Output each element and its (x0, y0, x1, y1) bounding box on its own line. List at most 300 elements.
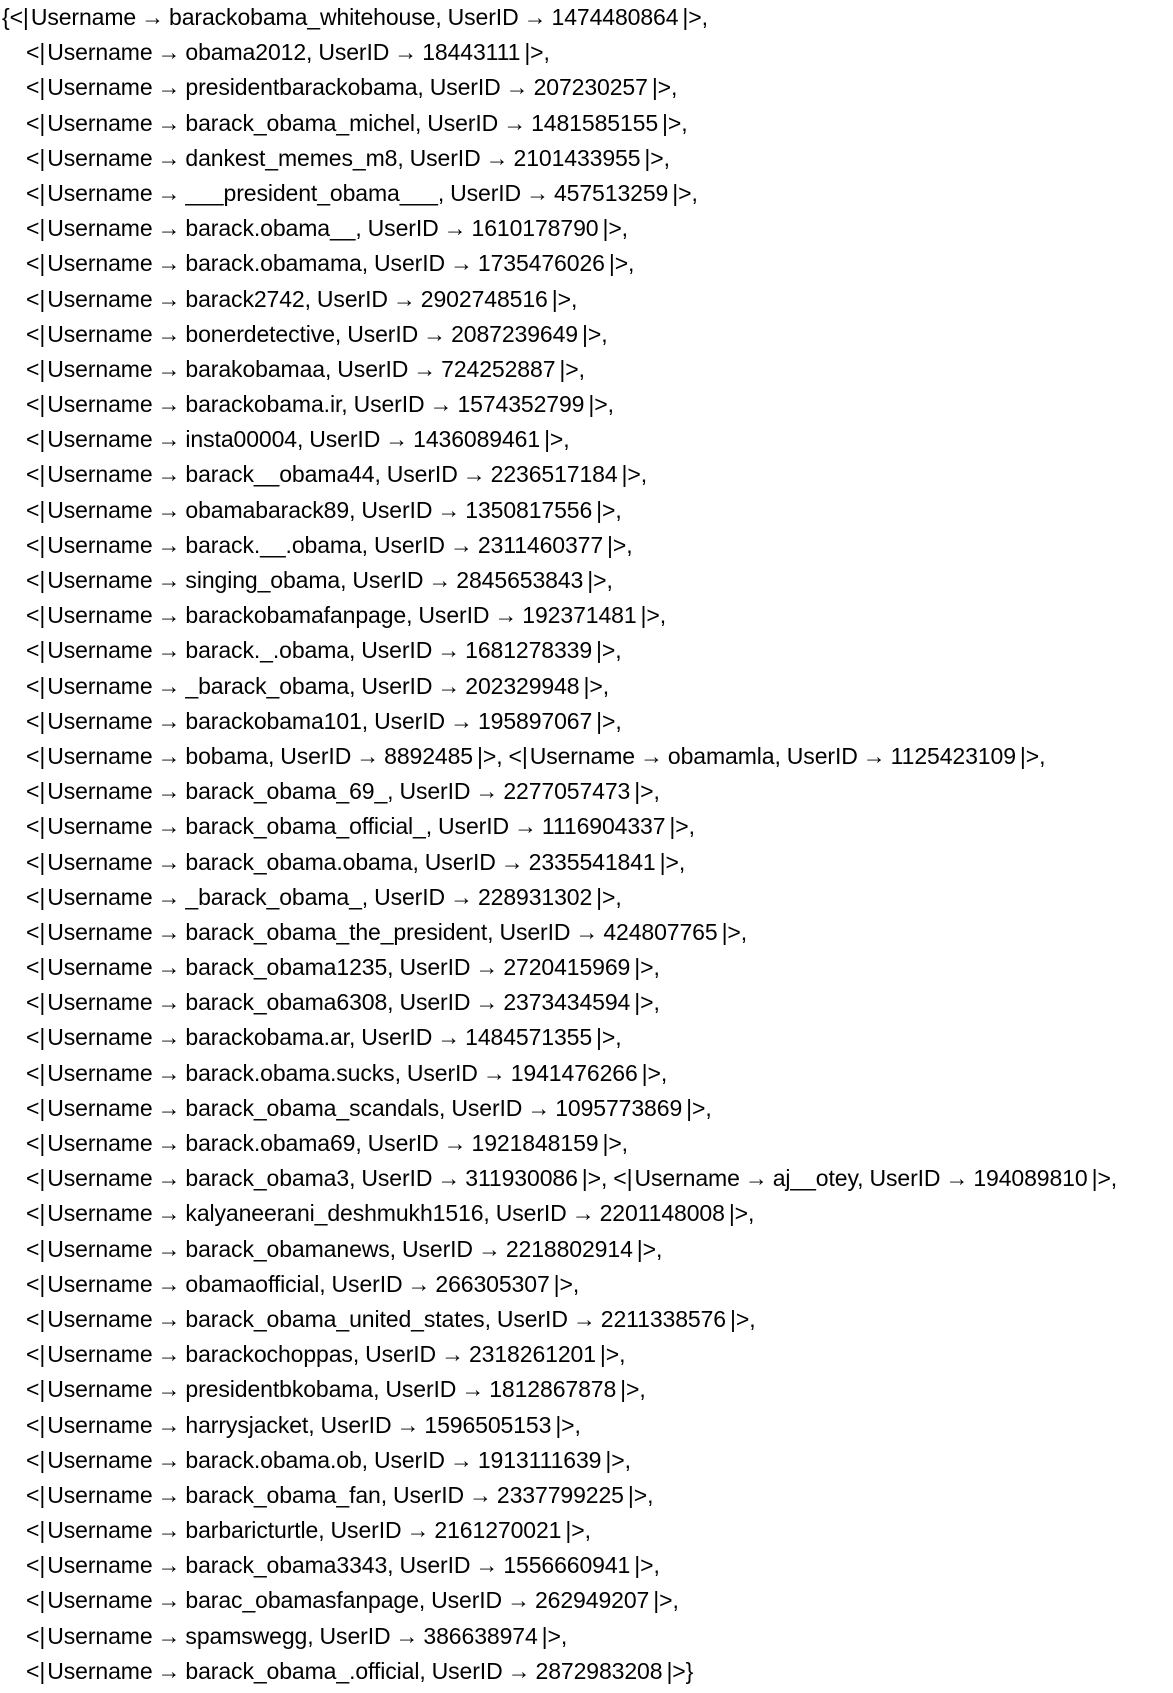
comma: , (349, 496, 356, 523)
output-line (2, 141, 1170, 176)
username-key: Username (47, 1094, 153, 1121)
separator-comma: , (705, 1094, 712, 1121)
userid-value: 2311460377 (477, 531, 604, 558)
association-open: <| (26, 215, 46, 242)
association-close: |> (544, 426, 564, 453)
separator-comma: , (543, 39, 550, 66)
username-key: Username (47, 1235, 153, 1262)
userid-key: UserID (352, 567, 424, 593)
association-open: <| (26, 461, 46, 488)
association-record (26, 1200, 748, 1226)
username-value: obamamla (667, 742, 775, 769)
comma: , (387, 989, 394, 1016)
userid-value: 2087239649 (451, 320, 578, 347)
username-key: Username (47, 144, 153, 171)
separator-comma: , (496, 742, 503, 769)
association-open: <| (613, 1165, 633, 1192)
userid-value: 195897067 (477, 707, 593, 734)
association-record (26, 673, 603, 699)
rule-arrow: → (157, 1657, 181, 1684)
userid-value: 2373434594 (503, 989, 631, 1016)
userid-key: UserID (353, 391, 425, 418)
userid-value: 1596505153 (424, 1411, 552, 1438)
association-record (26, 461, 641, 487)
association-close: |> (596, 707, 616, 734)
separator-comma: , (653, 1552, 660, 1579)
userid-key: UserID (401, 1235, 473, 1262)
association-record (26, 778, 653, 804)
comma: , (435, 4, 442, 30)
userid-key: UserID (409, 144, 481, 171)
username-key: Username (47, 39, 153, 66)
association-open: <| (9, 4, 29, 30)
association-record (26, 215, 622, 241)
output-line (2, 1513, 1170, 1548)
userid-value: 457513259 (553, 179, 669, 206)
comma: , (307, 1622, 314, 1649)
rule-arrow: → (157, 742, 181, 769)
association-open: <| (508, 742, 528, 769)
association-open: <| (26, 1341, 46, 1368)
separator-comma: , (701, 4, 708, 30)
username-key: Username (47, 426, 153, 453)
association-close: |> (565, 1517, 585, 1544)
association-close: |> (476, 742, 497, 769)
userid-value: 1574352799 (457, 391, 585, 418)
association-open: <| (26, 602, 46, 629)
association-close: |> (596, 1024, 616, 1051)
userid-value: 2337799225 (496, 1481, 624, 1508)
association-record (26, 1271, 573, 1297)
username-value: singing_obama (185, 567, 341, 593)
username-value: barakobamaa (185, 355, 325, 382)
rule-arrow: → (394, 39, 418, 66)
separator-comma: , (602, 672, 609, 699)
association-record (26, 391, 608, 417)
association-open: <| (26, 1657, 46, 1684)
comma: , (387, 1552, 394, 1579)
output-line (2, 422, 1170, 457)
association-close: |> (686, 1094, 706, 1121)
association-record (26, 39, 544, 65)
rule-arrow: → (157, 1481, 181, 1508)
comma: , (439, 1094, 446, 1121)
rule-arrow: → (640, 742, 663, 769)
association-close: |> (634, 1552, 654, 1579)
rule-arrow: → (469, 1481, 492, 1508)
association-record (26, 813, 689, 839)
userid-key: UserID (406, 1059, 478, 1086)
rule-arrow: → (413, 355, 437, 382)
rule-arrow: → (157, 1376, 181, 1403)
association-record (26, 286, 571, 312)
association-close: |> (634, 778, 654, 805)
output-line (2, 633, 1170, 668)
userid-value: 424807765 (603, 918, 718, 945)
association-close: |> (669, 813, 689, 840)
username-key: Username (47, 1059, 153, 1086)
separator-comma: , (749, 1305, 756, 1332)
output-line (2, 317, 1170, 352)
association-open: <| (26, 1200, 46, 1227)
userid-value: 192371481 (522, 602, 637, 629)
association-close: |> (644, 144, 664, 171)
username-value: barack.obama.ob (185, 1446, 362, 1473)
userid-value: 266305307 (435, 1270, 550, 1297)
association-close: |> (728, 1200, 749, 1227)
separator-comma: , (678, 848, 686, 875)
rule-arrow: → (477, 1235, 501, 1262)
association-close: |> (608, 250, 629, 277)
username-value: barack.obama.sucks (185, 1059, 395, 1086)
rule-arrow: → (157, 637, 181, 664)
association-record (26, 1341, 619, 1367)
output-line (2, 246, 1170, 281)
association-open: <| (26, 1235, 46, 1262)
rule-arrow: → (157, 1094, 181, 1121)
association-close: |> (587, 567, 607, 593)
userid-value: 1681278339 (465, 637, 593, 664)
separator-comma: , (647, 1481, 654, 1508)
association-close: |> (553, 1270, 573, 1297)
rule-arrow: → (157, 1059, 181, 1086)
rule-arrow: → (449, 1446, 473, 1473)
username-key: Username (47, 778, 153, 805)
username-value: barack_obama_the_president (185, 918, 488, 945)
rule-arrow: → (157, 1341, 181, 1368)
userid-key: UserID (361, 1165, 433, 1192)
userid-value: 1125423109 (890, 742, 1016, 769)
username-key: Username (47, 1270, 153, 1297)
username-value: barbaricturtle (185, 1517, 319, 1544)
rule-arrow: → (461, 1376, 485, 1403)
association-record (26, 1236, 656, 1262)
rule-arrow: → (437, 637, 461, 664)
userid-value: 2872983208 (535, 1657, 663, 1684)
userid-value: 18443111 (422, 39, 521, 66)
association-open: <| (26, 1411, 46, 1438)
separator-comma: , (640, 461, 648, 488)
association-record (26, 1623, 561, 1649)
userid-value: 386638974 (423, 1622, 538, 1649)
output-line (2, 0, 1170, 35)
separator-comma: , (615, 637, 622, 664)
rule-arrow: → (572, 1305, 596, 1332)
username-key: Username (47, 285, 153, 312)
userid-key: UserID (337, 355, 409, 382)
rule-arrow: → (475, 778, 499, 805)
rule-arrow: → (157, 355, 181, 382)
rule-arrow: → (450, 707, 473, 734)
username-value: harrysjacket (185, 1411, 309, 1438)
rule-arrow: → (575, 918, 599, 945)
output-line (2, 880, 1170, 915)
association-close: |> (634, 989, 654, 1016)
output-line (2, 774, 1170, 809)
rule-arrow: → (744, 1165, 768, 1192)
username-value: barack._.obama (185, 637, 349, 664)
username-value: _barack_obama (185, 672, 350, 699)
association-record (26, 1552, 653, 1578)
comma: , (418, 1587, 426, 1614)
association-close: |> (555, 1411, 575, 1438)
output-line (2, 985, 1170, 1020)
rule-arrow: → (157, 1587, 181, 1614)
username-key: Username (47, 1305, 153, 1332)
username-key: Username (47, 1376, 153, 1403)
rule-arrow: → (482, 1059, 506, 1086)
userid-value: 1941476266 (510, 1059, 638, 1086)
association-record (26, 321, 601, 347)
userid-value: 1436089461 (413, 426, 541, 453)
association-record (26, 74, 671, 100)
association-open: <| (26, 109, 46, 136)
rule-arrow: → (862, 742, 886, 769)
username-value: aj__otey (772, 1165, 858, 1192)
rule-arrow: → (443, 215, 467, 242)
rule-arrow: → (475, 954, 499, 981)
username-key: Username (47, 989, 153, 1016)
userid-value: 311930086 (465, 1165, 578, 1192)
userid-key: UserID (496, 1305, 568, 1332)
username-key: Username (47, 567, 153, 593)
association-close: |> (599, 1341, 620, 1368)
userid-value: 202329948 (465, 672, 580, 699)
association-record (26, 145, 664, 171)
comma: , (374, 461, 381, 488)
userid-value: 1484571355 (465, 1024, 593, 1051)
userid-key: UserID (373, 1446, 445, 1473)
username-value: insta00004 (185, 426, 297, 453)
username-key: Username (30, 4, 137, 30)
userid-key: UserID (347, 320, 419, 347)
association-record (26, 356, 579, 382)
comma: , (318, 1517, 325, 1544)
comma: , (348, 637, 356, 664)
separator-comma: , (639, 1376, 646, 1403)
rule-arrow: → (157, 426, 181, 453)
rule-arrow: → (157, 1235, 181, 1262)
association-record (26, 250, 628, 276)
output-line (2, 1548, 1170, 1583)
userid-key: UserID (367, 215, 439, 242)
username-value: bobama (185, 742, 268, 769)
rule-arrow: → (157, 39, 181, 66)
username-key: Username (47, 215, 153, 242)
association-open: <| (26, 1024, 46, 1051)
association-close: |> (721, 918, 741, 945)
username-key: Username (47, 1552, 153, 1579)
association-open: <| (26, 1059, 46, 1086)
association-open: <| (26, 74, 46, 101)
userid-value: 2318261201 (468, 1341, 596, 1368)
separator-comma: , (601, 320, 608, 347)
userid-key: UserID (431, 1657, 503, 1684)
rule-arrow: → (157, 954, 181, 981)
association-open: <| (26, 179, 46, 206)
username-key: Username (47, 461, 153, 488)
userid-value: 2720415969 (503, 954, 631, 981)
username-value: barackobama_whitehouse (169, 4, 436, 30)
rule-arrow: → (157, 179, 181, 206)
comma: , (373, 1376, 380, 1403)
comma: , (355, 1130, 362, 1156)
userid-value: 262949207 (534, 1587, 650, 1614)
userid-value: 228931302 (477, 883, 593, 910)
rule-arrow: → (157, 1270, 181, 1297)
username-key: Username (47, 250, 153, 277)
username-key: Username (47, 1341, 153, 1368)
comma: , (361, 1446, 368, 1473)
association-record (26, 919, 741, 945)
userid-value: 2277057473 (503, 778, 631, 805)
association-open: <| (26, 778, 46, 805)
output-line (2, 563, 1170, 598)
username-value: barack_obama3343 (185, 1552, 388, 1579)
rule-arrow: → (157, 1446, 181, 1473)
separator-comma: , (607, 391, 614, 418)
rule-arrow: → (157, 778, 181, 805)
separator-comma: , (740, 918, 748, 945)
separator-comma: , (574, 1411, 581, 1438)
separator-comma: , (615, 1024, 622, 1051)
comma: , (308, 1411, 315, 1438)
association-record (26, 1412, 575, 1438)
association-close: |> (602, 1130, 622, 1156)
output-line (2, 106, 1170, 141)
association-record (26, 637, 615, 663)
username-key: Username (47, 883, 153, 910)
username-value: barack_obamanews (185, 1235, 390, 1262)
association-record (26, 180, 691, 206)
username-value: _barack_obama_ (185, 883, 362, 910)
association-close: |> (559, 355, 579, 382)
comma: , (361, 250, 369, 277)
comma: , (349, 1165, 356, 1192)
userid-key: UserID (373, 531, 445, 558)
comma: , (406, 602, 413, 629)
userid-value: 2335541841 (528, 848, 656, 875)
association-record (26, 989, 653, 1015)
userid-key: UserID (385, 1376, 457, 1403)
association-open: <| (26, 1446, 46, 1473)
separator-comma: , (572, 1270, 580, 1297)
association-close: |> (551, 285, 571, 312)
association-record (26, 1517, 585, 1543)
userid-key: UserID (331, 1270, 403, 1297)
username-key: Username (47, 602, 153, 629)
userid-key: UserID (431, 1587, 503, 1614)
output-line (2, 176, 1170, 211)
comma: , (414, 109, 422, 136)
rule-arrow: → (157, 250, 181, 277)
userid-key: UserID (424, 848, 496, 875)
rule-arrow: → (141, 4, 165, 30)
association-close: |> (651, 74, 672, 101)
association-open: <| (26, 1305, 46, 1332)
output-line (2, 669, 1170, 704)
output-line (2, 1443, 1170, 1478)
association-close: |> (640, 602, 660, 629)
comma: , (417, 74, 424, 101)
separator-comma: , (1039, 742, 1046, 769)
association-close: |> (524, 39, 544, 66)
userid-value: 1350817556 (465, 496, 593, 523)
username-value: barack_obama_.official (185, 1657, 420, 1684)
association-close: |> (666, 1657, 686, 1684)
username-key: Username (47, 1165, 153, 1192)
rule-arrow: → (494, 602, 518, 629)
comma: , (419, 1657, 426, 1684)
username-value: obama2012 (185, 39, 307, 66)
username-value: spamswegg (185, 1622, 308, 1649)
userid-value: 1735476026 (477, 250, 605, 277)
output-line (2, 1372, 1170, 1407)
username-key: Username (47, 109, 153, 136)
output-line (2, 950, 1170, 985)
association-close: |> (1019, 742, 1040, 769)
rule-arrow: → (157, 1305, 181, 1332)
rule-arrow: → (395, 1622, 419, 1649)
username-key: Username (47, 179, 153, 206)
output-line (2, 1654, 1170, 1689)
association-open: <| (26, 250, 46, 277)
username-key: Username (47, 813, 153, 840)
username-value: barack.obama69 (185, 1130, 356, 1156)
rule-arrow: → (157, 74, 181, 101)
rule-arrow: → (396, 1411, 420, 1438)
output-line (2, 845, 1170, 880)
separator-comma: , (615, 707, 622, 734)
separator-comma: , (624, 1446, 631, 1473)
association-record (26, 1587, 672, 1613)
rule-arrow: → (356, 742, 380, 769)
rule-arrow: → (450, 250, 473, 277)
userid-key: UserID (374, 250, 445, 277)
association-open: <| (26, 1587, 46, 1614)
association-open: <| (26, 144, 46, 171)
rule-arrow: → (157, 883, 181, 910)
association-record (26, 954, 653, 980)
userid-key: UserID (393, 1481, 465, 1508)
rule-arrow: → (406, 1517, 430, 1544)
userid-key: UserID (450, 179, 522, 206)
username-key: Username (47, 1130, 153, 1156)
separator-comma: , (615, 883, 622, 910)
userid-value: 1556660941 (503, 1552, 631, 1579)
separator-comma: , (663, 144, 670, 171)
association-open: <| (26, 848, 46, 875)
rule-arrow: → (485, 144, 509, 171)
association-close: |> (602, 215, 622, 242)
userid-key: UserID (786, 742, 858, 769)
output-line (2, 35, 1170, 70)
username-key: Username (47, 672, 153, 699)
output-line (2, 1478, 1170, 1513)
userid-value: 724252887 (441, 355, 556, 382)
username-key: Username (47, 742, 153, 769)
rule-arrow: → (443, 1130, 467, 1156)
userid-value: 207230257 (533, 74, 648, 101)
separator-comma: , (653, 778, 660, 805)
separator-comma: , (606, 567, 613, 593)
separator-comma: , (601, 1165, 608, 1192)
association-open: <| (26, 39, 46, 66)
username-key: Username (47, 637, 153, 664)
userid-key: UserID (499, 918, 571, 945)
userid-key: UserID (320, 1411, 392, 1438)
output-line (2, 282, 1170, 317)
